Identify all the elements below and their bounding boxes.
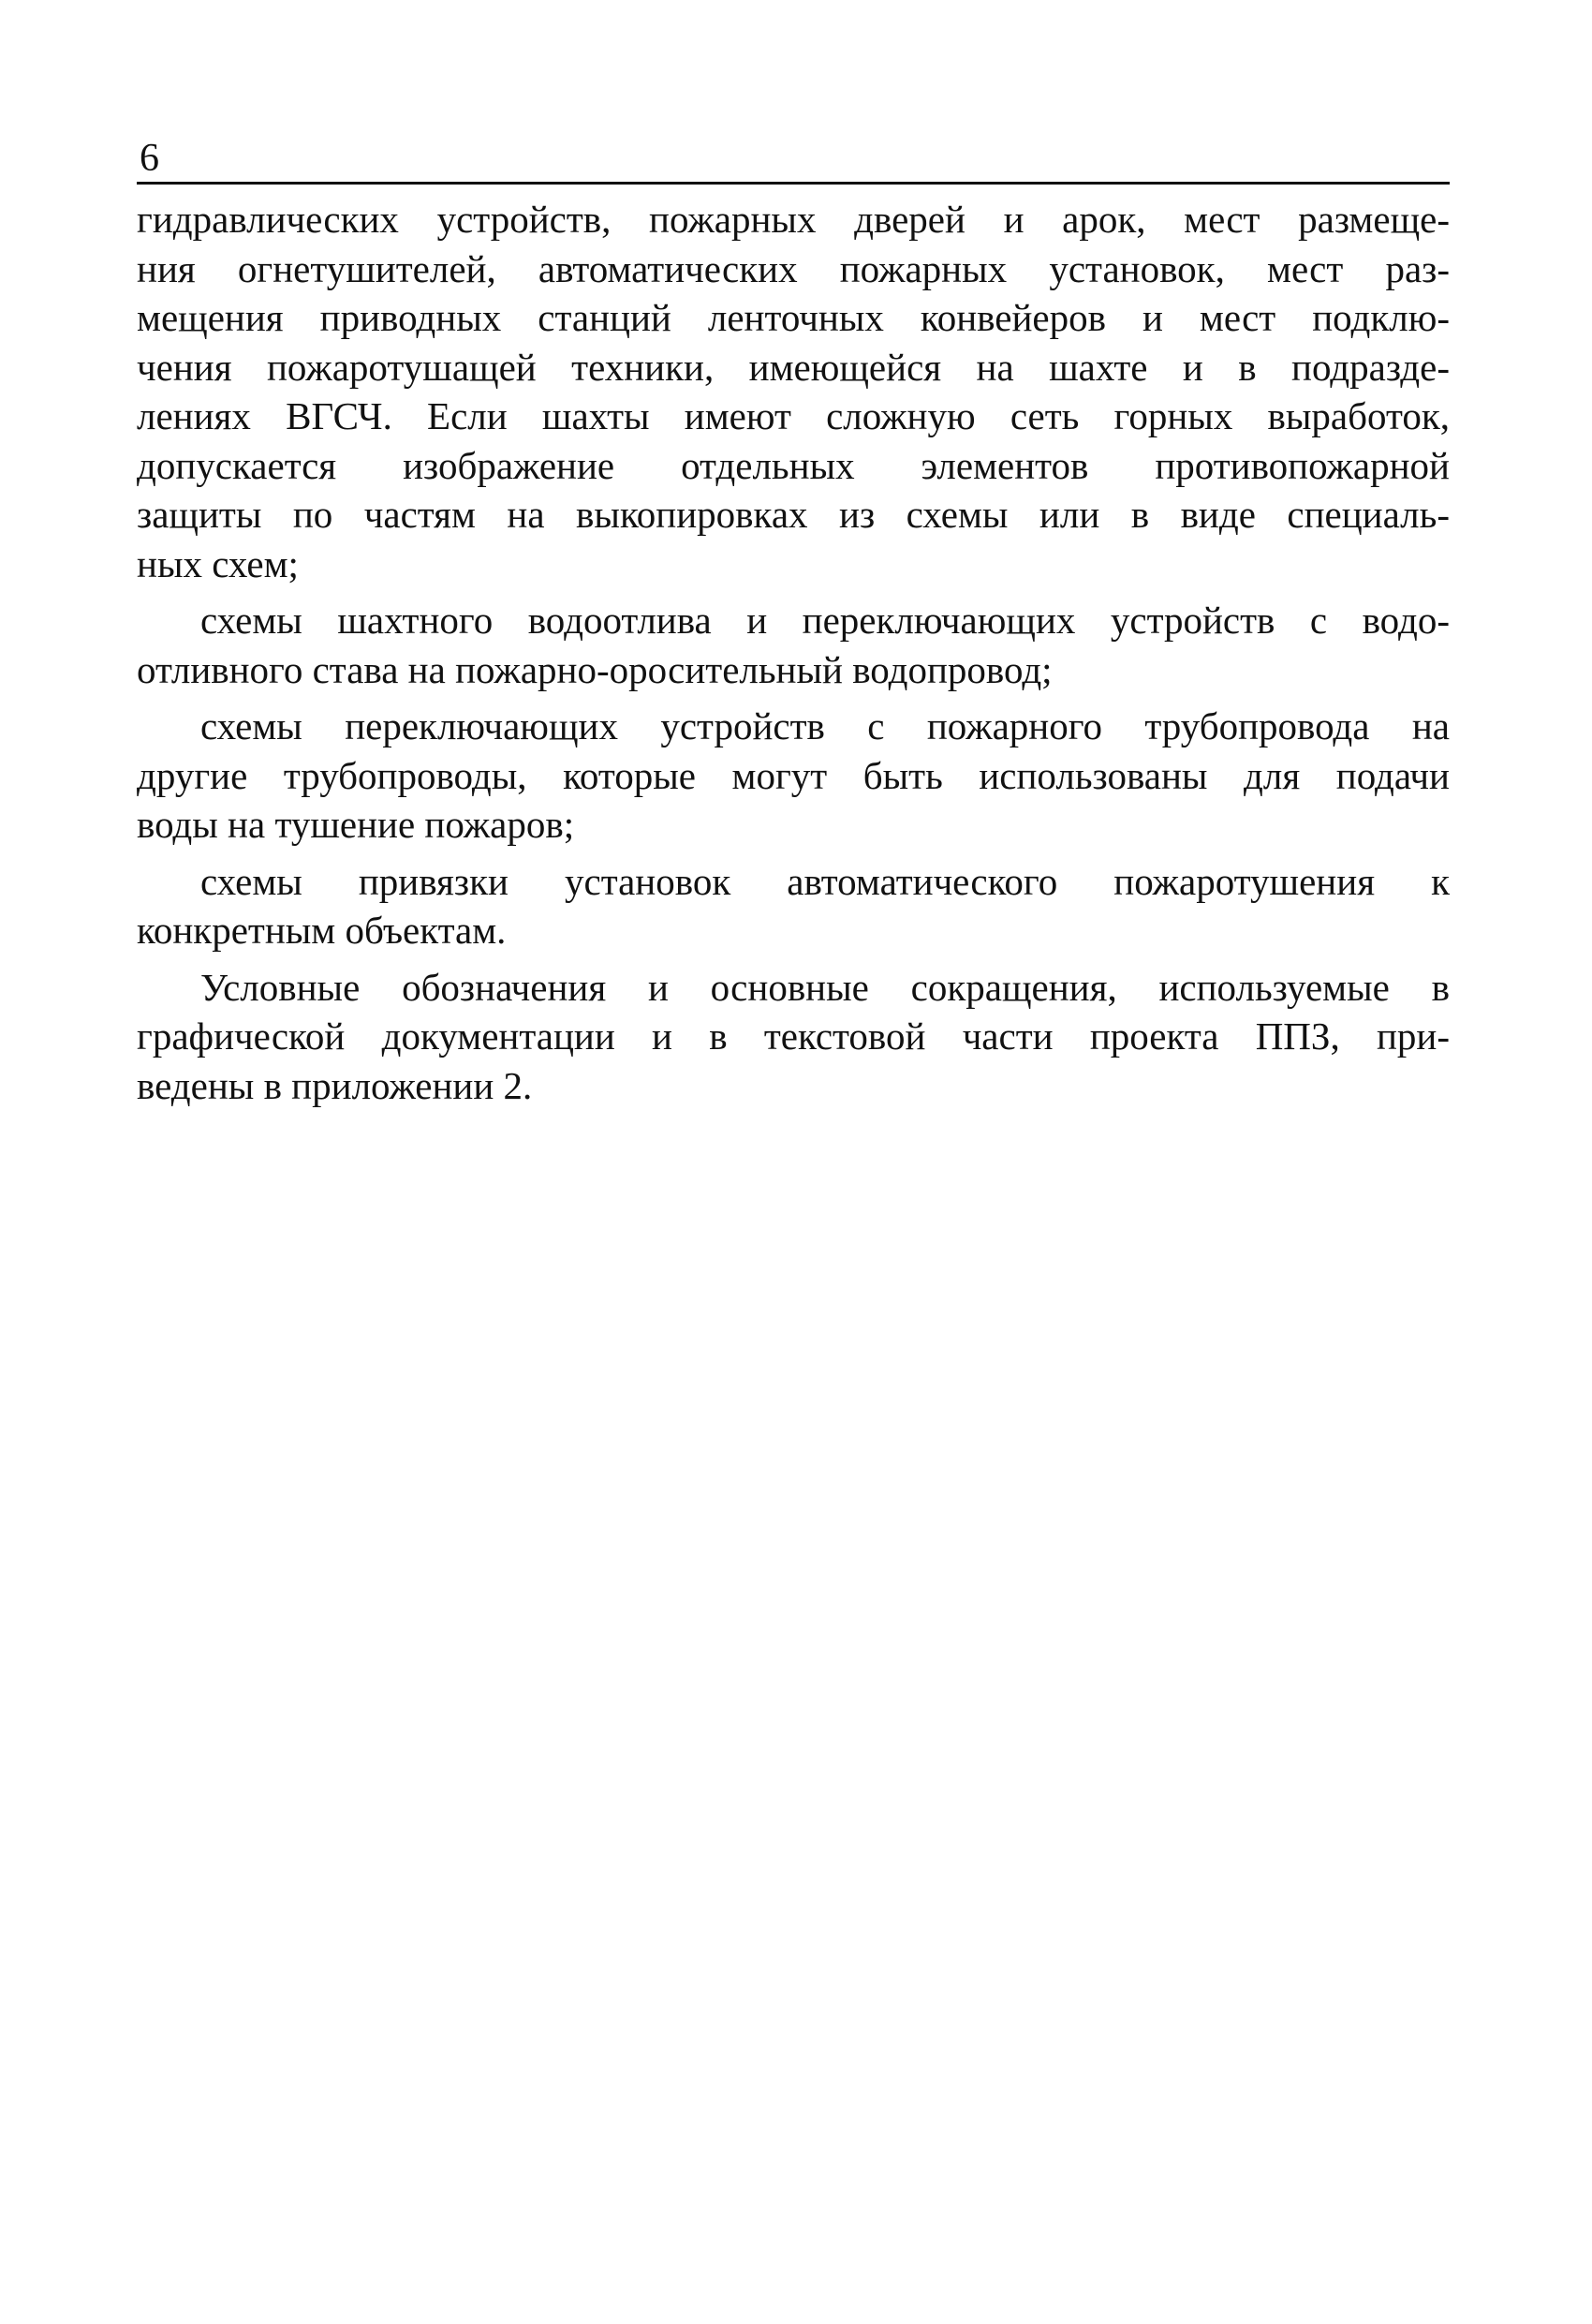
text-line: ния огнетушителей, автоматических пожарных установок, мест раз-: [137, 246, 1450, 290]
text-line: графической документации и в текстовой части проекта ППЗ, при-: [137, 1014, 1450, 1058]
text-line: лениях ВГСЧ. Если шахты имеют сложную сеть горных выработок,: [137, 394, 1450, 437]
text-line: чения пожаротушащей техники, имеющейся на шахте и в подразде-: [137, 345, 1450, 389]
text-line: гидравлических устройств, пожарных дверей и арок, мест размеще-: [137, 198, 1450, 241]
body-text: [137, 195, 1450, 1110]
text-line: другие трубопроводы, которые могут быть использованы для подачи: [137, 753, 1450, 797]
text-line: ных схем;: [137, 541, 299, 585]
page-number: 6: [140, 137, 159, 180]
text-line: отливного става на пожарно-оросительный водопровод;: [137, 647, 1053, 691]
text-line: Условные обозначения и основные сокращения, используемые в: [200, 965, 1450, 1009]
running-head: [137, 124, 1450, 185]
paragraph-auto-extinguishing-schemes: [137, 857, 1450, 955]
paragraph-legend-reference: [137, 963, 1450, 1111]
text-line: допускается изображение отдельных элементов противопожарной: [137, 443, 1450, 487]
text-line: схемы шахтного водоотлива и переключающих устройств с водо-: [200, 599, 1450, 642]
paragraph-continuation: [137, 195, 1450, 588]
text-line: конкретным объектам.: [137, 909, 507, 952]
paragraph-switching-schemes: [137, 702, 1450, 850]
text-line: воды на тушение пожаров;: [137, 803, 575, 846]
text-line: ведены в приложении 2.: [137, 1063, 533, 1107]
text-line: мещения приводных станций ленточных конвейеров и мест подклю-: [137, 296, 1450, 339]
text-line: схемы привязки установок автоматического пожаротушения к: [200, 859, 1450, 903]
paragraph-drainage-schemes: [137, 596, 1450, 694]
text-line: защиты по частям на выкопировках из схемы или в виде специаль-: [137, 493, 1450, 536]
text-line: схемы переключающих устройств с пожарного трубопровода на: [200, 704, 1450, 748]
